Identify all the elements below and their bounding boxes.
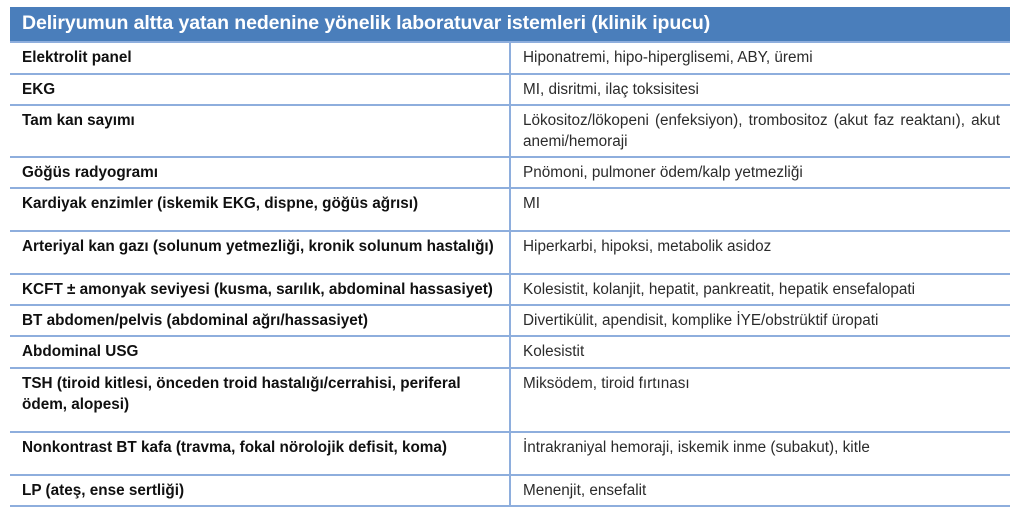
clinical-clue-cell: Pnömoni, pulmoner ödem/kalp yetmezliği	[510, 157, 1010, 188]
test-name-cell: Kardiyak enzimler (iskemik EKG, dispne, göğüs ağrısı)	[10, 188, 510, 231]
test-name-cell: Göğüs radyogramı	[10, 157, 510, 188]
clinical-clue-cell: Miksödem, tiroid fırtınası	[510, 368, 1010, 432]
table-row	[10, 157, 1010, 188]
clinical-clue-cell: Hiperkarbi, hipoksi, metabolik asidoz	[510, 231, 1010, 274]
clinical-clue-cell: Hiponatremi, hipo-hiperglisemi, ABY, üremi	[510, 42, 1010, 73]
table-row	[10, 336, 1010, 367]
table-row	[10, 274, 1010, 305]
test-name-cell: Arteriyal kan gazı (solunum yetmezliği, kronik solunum hastalığı)	[10, 231, 510, 274]
test-name-cell: Abdominal USG	[10, 336, 510, 367]
table-body	[10, 42, 1010, 506]
table-row	[10, 188, 1010, 231]
test-name-cell: KCFT ± amonyak seviyesi (kusma, sarılık, abdominal hassasiyet)	[10, 274, 510, 305]
clinical-clue-cell: MI, disritmi, ilaç toksisitesi	[510, 74, 1010, 105]
table-title: Deliryumun altta yatan nedenine yönelik laboratuvar istemleri (klinik ipucu)	[10, 7, 1010, 42]
clinical-clue-cell: Divertikülit, apendisit, komplike İYE/obstrüktif üropati	[510, 305, 1010, 336]
table-row	[10, 231, 1010, 274]
test-name-cell: TSH (tiroid kitlesi, önceden troid hastalığı/cerrahisi, periferal ödem, alopesi)	[10, 368, 510, 432]
lab-orders-table	[10, 7, 1010, 507]
clinical-clue-cell: Kolesistit, kolanjit, hepatit, pankreatit, hepatik ensefalopati	[510, 274, 1010, 305]
test-name-cell: Elektrolit panel	[10, 42, 510, 73]
test-name-cell: LP (ateş, ense sertliği)	[10, 475, 510, 506]
table-row	[10, 42, 1010, 73]
lab-orders-table-container	[10, 7, 1010, 507]
clinical-clue-cell: MI	[510, 188, 1010, 231]
table-row	[10, 105, 1010, 157]
clinical-clue-cell: Kolesistit	[510, 336, 1010, 367]
test-name-cell: BT abdomen/pelvis (abdominal ağrı/hassasiyet)	[10, 305, 510, 336]
clinical-clue-cell: İntrakraniyal hemoraji, iskemik inme (subakut), kitle	[510, 432, 1010, 475]
table-row	[10, 74, 1010, 105]
test-name-cell: Nonkontrast BT kafa (travma, fokal nörolojik defisit, koma)	[10, 432, 510, 475]
table-header-row	[10, 7, 1010, 42]
table-row	[10, 368, 1010, 432]
clinical-clue-cell: Menenjit, ensefalit	[510, 475, 1010, 506]
table-row	[10, 475, 1010, 506]
clinical-clue-cell: Lökositoz/lökopeni (enfeksiyon), trombositoz (akut faz reaktanı), akut anemi/hemoraji	[510, 105, 1010, 157]
test-name-cell: Tam kan sayımı	[10, 105, 510, 157]
table-row	[10, 432, 1010, 475]
test-name-cell: EKG	[10, 74, 510, 105]
table-row	[10, 305, 1010, 336]
table-header	[10, 7, 1010, 42]
